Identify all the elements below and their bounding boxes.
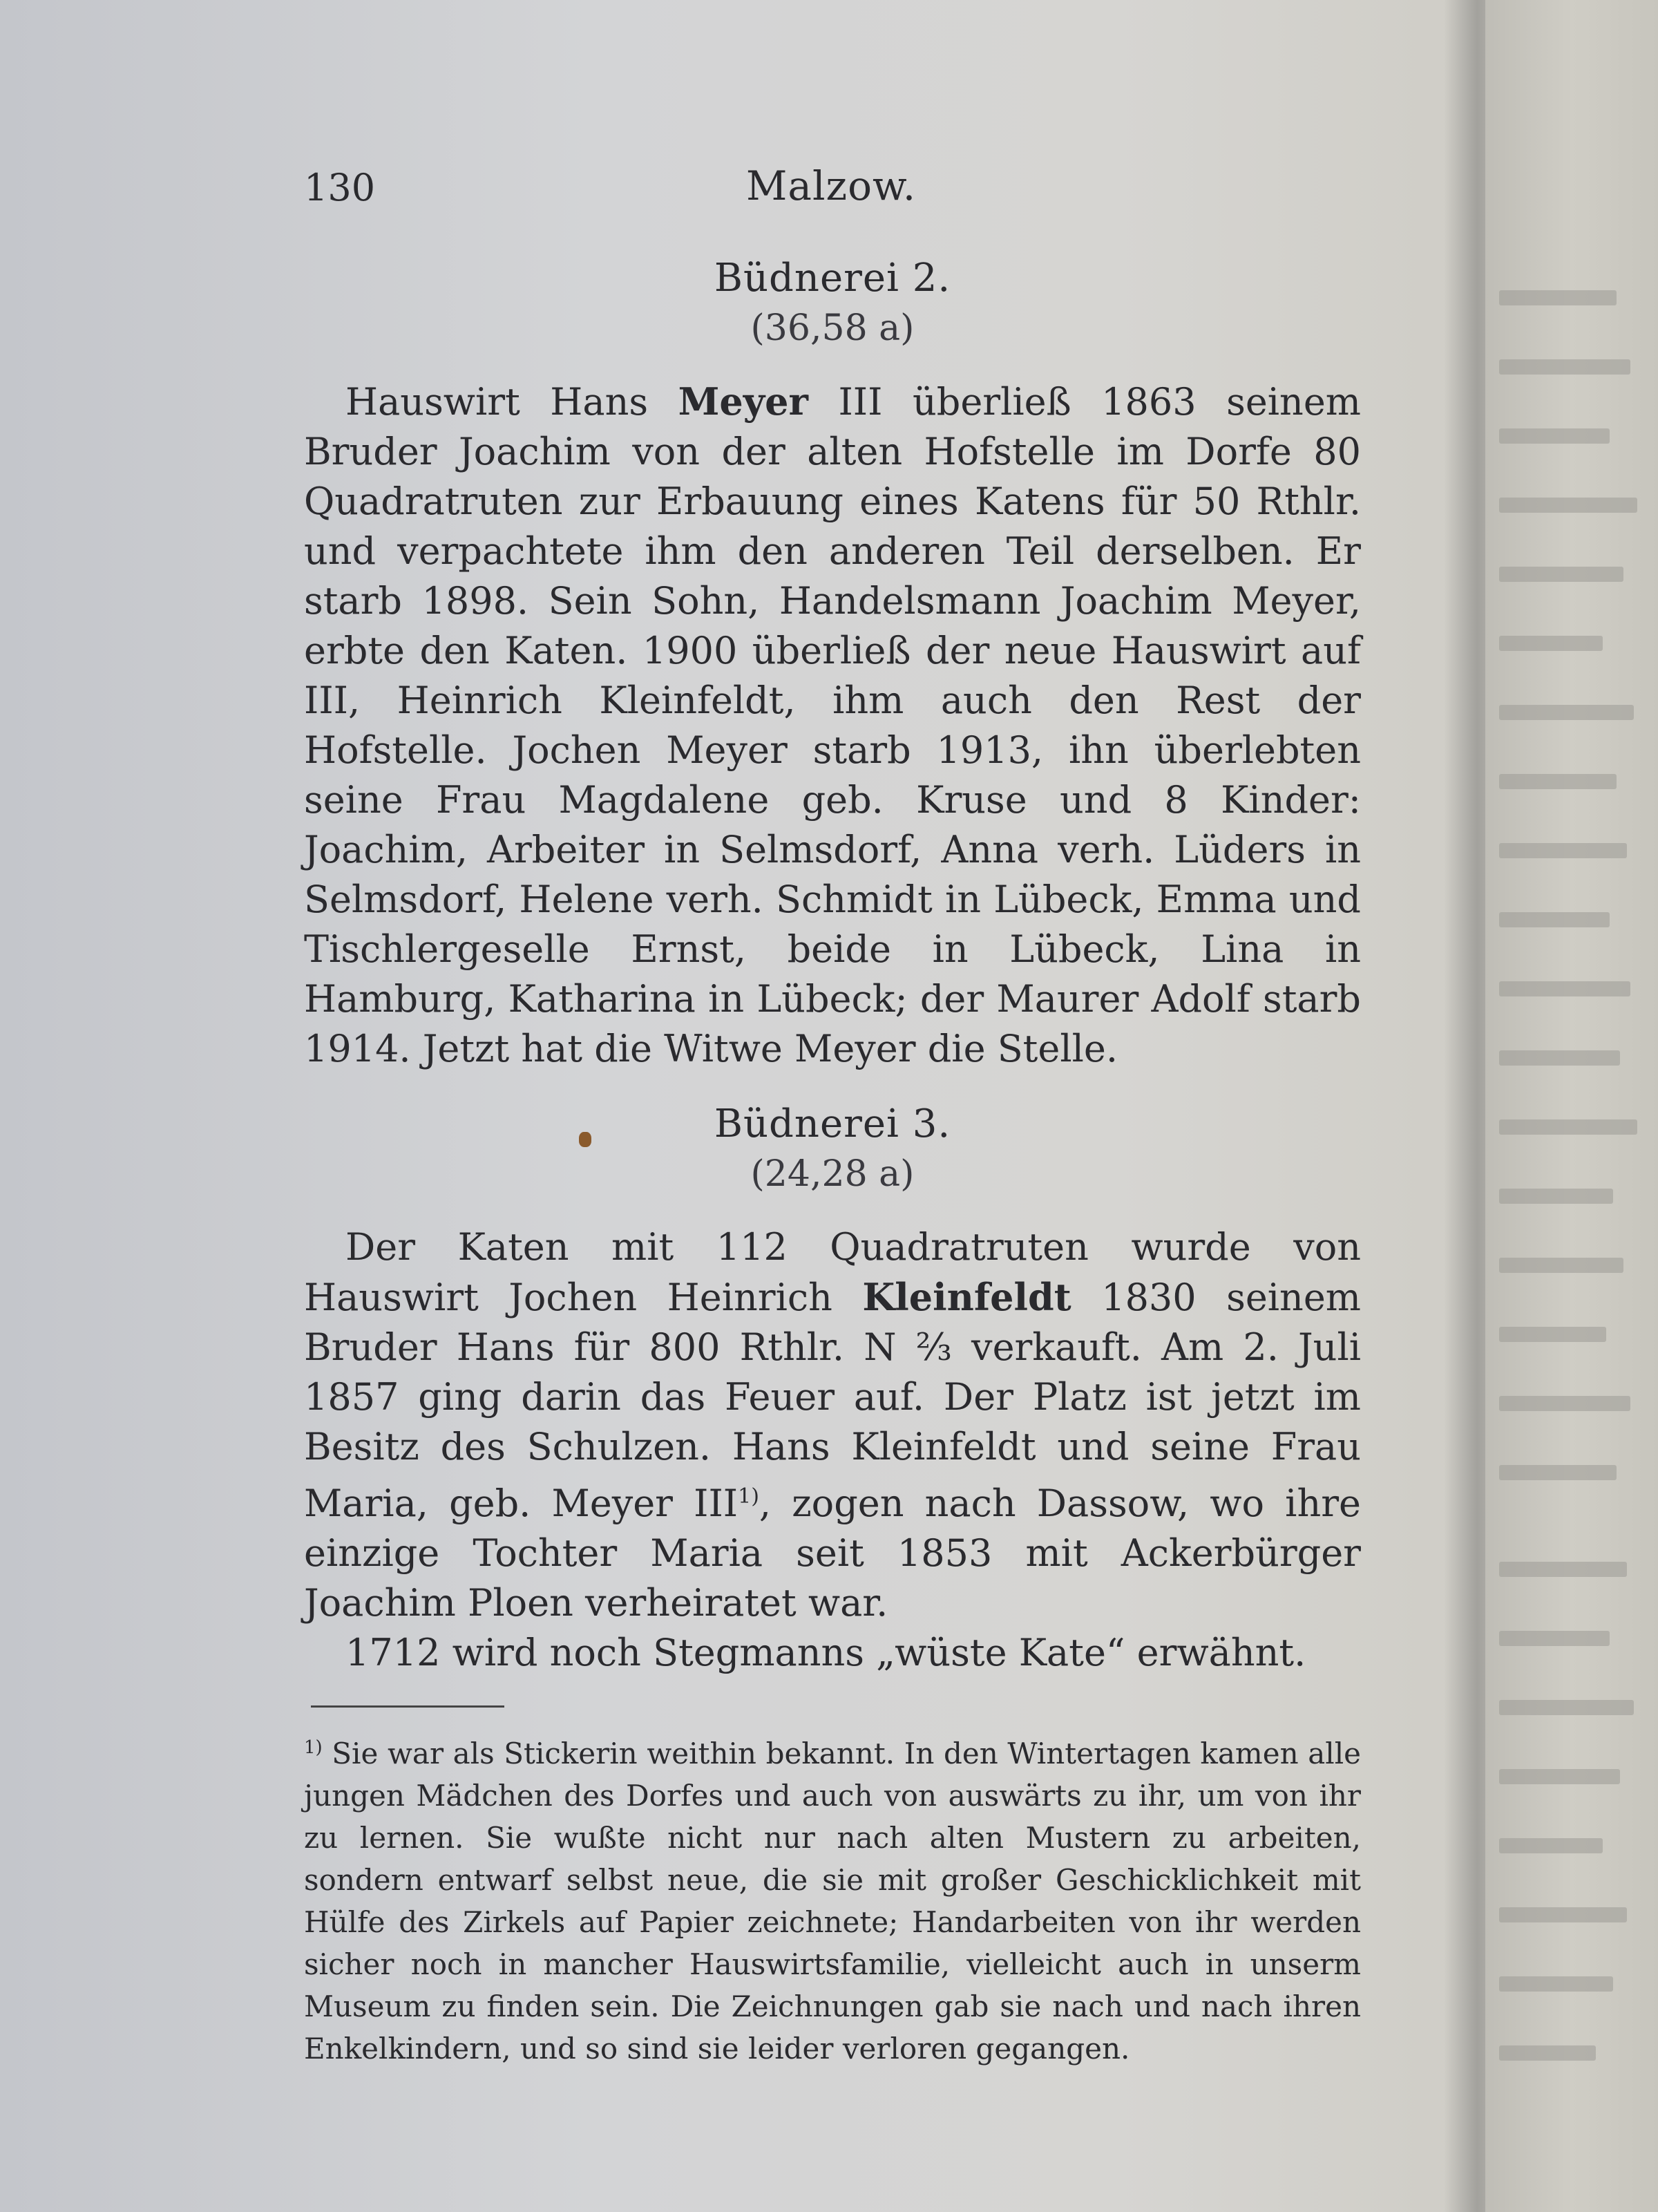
page-header: [304, 152, 1361, 228]
paragraph-buednerei-3: Der Katen mit 112 Quadratruten wurde von Hauswirt Jochen Heinrich Kleinfeldt 1830 seinem Bruder Hans für 800 Rthlr. N ⅔ verkauft. Am 2. Juli 1857 ging darin das Feuer auf. Der Platz ist jetzt im Besitz des Schulzen. Hans Kleinfeldt und seine Frau Maria, geb. Meyer III$^{1)}$, zogen nach Dassow, wo ihre einzige Tochter Maria seit 1853 mit Ackerbürger Joachim Ploen verheiratet war.: [304, 1225, 1361, 1625]
footnote-rule: [311, 1705, 504, 1708]
running-head: Malzow.: [746, 162, 917, 209]
facing-page-edge: [1485, 0, 1658, 2212]
name-kleinfeldt: Kleinfeldt: [862, 1275, 1071, 1319]
footnote: $^{1)}$ Sie war als Stickerin weithin bekannt. In den Wintertagen kamen alle jungen Mädchen des Dorfes und auch von auswärts zu ihr, um von ihr zu lernen. Sie wußte nicht nur nach alten Mustern zu arbeiten, sondern entwarf selbst neue, die sie mit großer Geschicklichkeit mit Hülfe des Zirkels auf Papier zeichnete; Handarbeiten von ihr werden sicher noch in mancher Hauswirtsfamilie, vielleicht auch in unserm Museum zu finden sein. Die Zeichnungen gab sie nach und nach ihren Enkelkindern, und so sind sie leider verloren gegangen.: [304, 1737, 1361, 2066]
footnote-reference: 1): [738, 1484, 759, 1509]
page-number: 130: [304, 166, 376, 209]
page-content: [304, 152, 1361, 2070]
name-meyer: Meyer: [678, 379, 808, 424]
footnote-marker: 1): [304, 1737, 323, 1758]
section-area-buednerei-2: (36,58 a): [750, 308, 915, 349]
paragraph-buednerei-2: Hauswirt Hans Meyer III überließ 1863 seinem Bruder Joachim von der alten Hofstelle im Dorfe 80 Quadratruten zur Erbauung eines Katens für 50 Rthlr. und verpachtete ihm den anderen Teil derselben. Er starb 1898. Sein Sohn, Handelsmann Joachim Meyer, erbte den Katen. 1900 überließ der neue Hauswirt auf III, Heinrich Kleinfeldt, ihm auch den Rest der Hofstelle. Jochen Meyer starb 1913, ihn überlebten seine Frau Magdalene geb. Kruse und 8 Kinder: Joachim, Arbeiter in Selmsdorf, Anna verh. Lüders in Selmsdorf, Helene verh. Schmidt in Lübeck, Emma und Tischlergeselle Ernst, beide in Lübeck, Lina in Hamburg, Katharina in Lübeck; der Maurer Adolf starb 1914. Jetzt hat die Witwe Meyer die Stelle.: [304, 379, 1361, 1070]
section-title-buednerei-3: Büdnerei 3.: [714, 1102, 951, 1146]
section-title-buednerei-2: Büdnerei 2.: [714, 256, 951, 301]
paragraph-stegmanns-kate: 1712 wird noch Stegmanns „wüste Kate“ erwähnt.: [345, 1631, 1306, 1674]
section-area-buednerei-3: (24,28 a): [750, 1153, 915, 1195]
